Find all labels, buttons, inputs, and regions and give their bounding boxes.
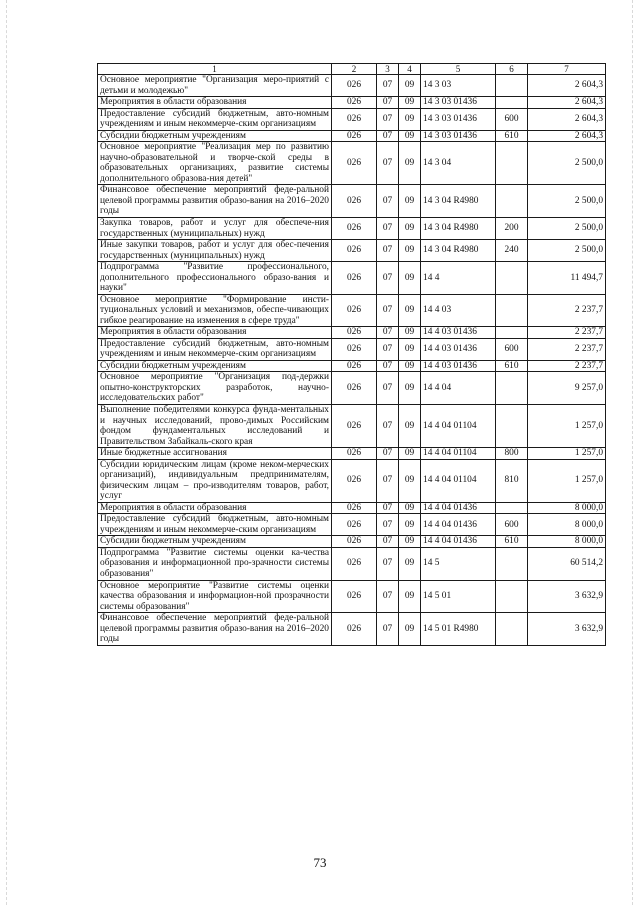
row-section-cell: 07	[377, 142, 399, 185]
row-name-cell: Основное мероприятие "Организация под-держки опытно-конструкторских разработок, научно-исследовательских работ"	[98, 372, 332, 405]
row-amount-cell: 2 604,3	[528, 130, 606, 142]
row-subsection-cell: 09	[399, 372, 421, 405]
row-expense-type-cell	[496, 262, 528, 295]
row-section-cell: 07	[377, 613, 399, 646]
row-target-article-cell: 14 4 04 01104	[421, 459, 496, 502]
row-expense-type-cell: 800	[496, 448, 528, 460]
row-target-article-cell: 14 4 04 01436	[421, 502, 496, 514]
header-cell: 6	[496, 64, 528, 75]
table-row	[98, 97, 606, 109]
row-target-article-cell: 14 4 03 01436	[421, 327, 496, 339]
row-expense-type-cell: 600	[496, 338, 528, 360]
row-name-cell: Субсидии бюджетным учреждениям	[98, 360, 332, 372]
row-subsection-cell: 09	[399, 217, 421, 239]
row-name-cell: Иные закупки товаров, работ и услуг для обес-печения государственных (муниципальных) нужд	[98, 240, 332, 262]
row-amount-cell: 8 000,0	[528, 536, 606, 548]
right-page-edge	[632, 0, 634, 905]
row-subsection-cell: 09	[399, 262, 421, 295]
row-target-article-cell: 14 4 03 01436	[421, 338, 496, 360]
row-target-article-cell: 14 3 03 01436	[421, 130, 496, 142]
header-cell: 4	[399, 64, 421, 75]
table-row	[98, 217, 606, 239]
row-section-cell: 07	[377, 372, 399, 405]
row-subsection-cell: 09	[399, 185, 421, 218]
table-row	[98, 459, 606, 502]
row-amount-cell: 2 237,7	[528, 338, 606, 360]
row-name-cell: Основное мероприятие "Формирование инсти-туциональных условий и механизмов, обеспе-чивающих гибкое реагирование на изменения в сфере труда"	[98, 294, 332, 327]
row-expense-type-cell: 610	[496, 536, 528, 548]
header-cell: 3	[377, 64, 399, 75]
row-name-cell: Субсидии юридическим лицам (кроме неком-мерческих организаций), индивидуальным предпринимателям, физическим лицам – про-изводителям товаров, работ, услуг	[98, 459, 332, 502]
row-amount-cell: 1 257,0	[528, 448, 606, 460]
table-row	[98, 338, 606, 360]
row-subsection-cell: 09	[399, 502, 421, 514]
row-amount-cell: 11 494,7	[528, 262, 606, 295]
row-grbs-cell: 026	[332, 338, 377, 360]
table-row	[98, 360, 606, 372]
header-cell: 5	[421, 64, 496, 75]
row-amount-cell: 2 500,0	[528, 240, 606, 262]
row-grbs-cell: 026	[332, 108, 377, 130]
row-target-article-cell: 14 5 01	[421, 580, 496, 613]
row-name-cell: Финансовое обеспечение мероприятий феде-ральной целевой программы развития образо-вания на 2016–2020 годы	[98, 613, 332, 646]
row-section-cell: 07	[377, 75, 399, 97]
row-name-cell: Мероприятия в области образования	[98, 97, 332, 109]
row-amount-cell: 2 500,0	[528, 185, 606, 218]
row-target-article-cell: 14 4 04 01104	[421, 448, 496, 460]
row-subsection-cell: 09	[399, 514, 421, 536]
row-amount-cell: 2 500,0	[528, 142, 606, 185]
row-amount-cell: 2 237,7	[528, 360, 606, 372]
row-expense-type-cell	[496, 372, 528, 405]
row-section-cell: 07	[377, 262, 399, 295]
row-subsection-cell: 09	[399, 75, 421, 97]
row-subsection-cell: 09	[399, 360, 421, 372]
table-row	[98, 240, 606, 262]
row-name-cell: Мероприятия в области образования	[98, 327, 332, 339]
header-cell: 1	[98, 64, 332, 75]
row-subsection-cell: 09	[399, 338, 421, 360]
row-name-cell: Основное мероприятие "Развитие системы оценки качества образования и информацион-ной прозрачности системы образования"	[98, 580, 332, 613]
row-grbs-cell: 026	[332, 580, 377, 613]
row-section-cell: 07	[377, 240, 399, 262]
row-amount-cell: 2 500,0	[528, 217, 606, 239]
row-subsection-cell: 09	[399, 459, 421, 502]
row-grbs-cell: 026	[332, 613, 377, 646]
row-grbs-cell: 026	[332, 514, 377, 536]
row-expense-type-cell	[496, 185, 528, 218]
row-target-article-cell: 14 3 04 R4980	[421, 240, 496, 262]
row-expense-type-cell: 610	[496, 360, 528, 372]
left-page-edge	[6, 0, 8, 905]
table-row	[98, 108, 606, 130]
row-name-cell: Подпрограмма "Развитие профессионального, дополнительного профессионального образо-вания и науки"	[98, 262, 332, 295]
row-expense-type-cell: 600	[496, 108, 528, 130]
table-row	[98, 130, 606, 142]
table-row	[98, 502, 606, 514]
row-name-cell: Закупка товаров, работ и услуг для обеспече-ния государственных (муниципальных) нужд	[98, 217, 332, 239]
row-name-cell: Субсидии бюджетным учреждениям	[98, 536, 332, 548]
row-name-cell: Основное мероприятие "Реализация мер по развитию научно-образовательной и творче-ской среды в образовательных организациях, развитие системы дополнительного образова-ния детей"	[98, 142, 332, 185]
row-amount-cell: 2 604,3	[528, 75, 606, 97]
table-row	[98, 185, 606, 218]
row-grbs-cell: 026	[332, 327, 377, 339]
table-row	[98, 75, 606, 97]
row-name-cell: Предоставление субсидий бюджетным, авто-номным учреждениям и иным некоммерче-ским организациям	[98, 108, 332, 130]
table-row	[98, 405, 606, 448]
row-section-cell: 07	[377, 448, 399, 460]
row-subsection-cell: 09	[399, 448, 421, 460]
row-name-cell: Финансовое обеспечение мероприятий феде-ральной целевой программы развития образо-вания на 2016–2020 годы	[98, 185, 332, 218]
row-section-cell: 07	[377, 514, 399, 536]
row-subsection-cell: 09	[399, 130, 421, 142]
row-grbs-cell: 026	[332, 448, 377, 460]
row-section-cell: 07	[377, 294, 399, 327]
row-amount-cell: 60 514,2	[528, 547, 606, 580]
row-grbs-cell: 026	[332, 97, 377, 109]
table-row	[98, 294, 606, 327]
row-name-cell: Предоставление субсидий бюджетным, авто-номным учреждениям и иным некоммерче-ским организациям	[98, 338, 332, 360]
row-subsection-cell: 09	[399, 405, 421, 448]
row-subsection-cell: 09	[399, 294, 421, 327]
row-target-article-cell: 14 5	[421, 547, 496, 580]
row-section-cell: 07	[377, 459, 399, 502]
row-section-cell: 07	[377, 547, 399, 580]
row-grbs-cell: 026	[332, 547, 377, 580]
row-expense-type-cell	[496, 327, 528, 339]
row-target-article-cell: 14 4 04 01436	[421, 514, 496, 536]
row-grbs-cell: 026	[332, 360, 377, 372]
row-name-cell: Субсидии бюджетным учреждениям	[98, 130, 332, 142]
row-target-article-cell: 14 3 03 01436	[421, 97, 496, 109]
row-target-article-cell: 14 3 04 R4980	[421, 217, 496, 239]
row-amount-cell: 1 257,0	[528, 459, 606, 502]
row-amount-cell: 2 237,7	[528, 294, 606, 327]
table-row	[98, 327, 606, 339]
row-grbs-cell: 026	[332, 217, 377, 239]
table-row	[98, 514, 606, 536]
header-cell: 7	[528, 64, 606, 75]
row-grbs-cell: 026	[332, 459, 377, 502]
row-subsection-cell: 09	[399, 580, 421, 613]
row-section-cell: 07	[377, 338, 399, 360]
row-target-article-cell: 14 4 03	[421, 294, 496, 327]
row-section-cell: 07	[377, 405, 399, 448]
row-target-article-cell: 14 4 03 01436	[421, 360, 496, 372]
row-grbs-cell: 026	[332, 372, 377, 405]
table-row	[98, 613, 606, 646]
row-target-article-cell: 14 3 03	[421, 75, 496, 97]
table-row	[98, 448, 606, 460]
row-amount-cell: 3 632,9	[528, 580, 606, 613]
row-amount-cell: 9 257,0	[528, 372, 606, 405]
row-grbs-cell: 026	[332, 130, 377, 142]
row-section-cell: 07	[377, 108, 399, 130]
row-grbs-cell: 026	[332, 536, 377, 548]
table-row	[98, 580, 606, 613]
row-expense-type-cell: 610	[496, 130, 528, 142]
row-section-cell: 07	[377, 327, 399, 339]
row-target-article-cell: 14 4 04	[421, 372, 496, 405]
row-subsection-cell: 09	[399, 536, 421, 548]
table-row	[98, 142, 606, 185]
row-name-cell: Иные бюджетные ассигнования	[98, 448, 332, 460]
table-row	[98, 547, 606, 580]
row-target-article-cell: 14 3 04 R4980	[421, 185, 496, 218]
row-expense-type-cell	[496, 75, 528, 97]
header-cell: 2	[332, 64, 377, 75]
row-expense-type-cell: 200	[496, 217, 528, 239]
row-section-cell: 07	[377, 185, 399, 218]
row-amount-cell: 2 604,3	[528, 108, 606, 130]
row-name-cell: Основное мероприятие "Организация меро-приятий с детьми и молодежью"	[98, 75, 332, 97]
row-expense-type-cell: 240	[496, 240, 528, 262]
row-expense-type-cell	[496, 142, 528, 185]
row-grbs-cell: 026	[332, 262, 377, 295]
row-target-article-cell: 14 5 01 R4980	[421, 613, 496, 646]
row-section-cell: 07	[377, 580, 399, 613]
row-section-cell: 07	[377, 536, 399, 548]
row-name-cell: Предоставление субсидий бюджетным, авто-номным учреждениям и иным некоммерче-ским организациям	[98, 514, 332, 536]
row-subsection-cell: 09	[399, 240, 421, 262]
row-section-cell: 07	[377, 360, 399, 372]
row-expense-type-cell	[496, 613, 528, 646]
row-amount-cell: 2 604,3	[528, 97, 606, 109]
row-amount-cell: 1 257,0	[528, 405, 606, 448]
row-grbs-cell: 026	[332, 75, 377, 97]
row-expense-type-cell	[496, 294, 528, 327]
row-section-cell: 07	[377, 502, 399, 514]
row-subsection-cell: 09	[399, 613, 421, 646]
row-subsection-cell: 09	[399, 142, 421, 185]
row-name-cell: Мероприятия в области образования	[98, 502, 332, 514]
header-row	[98, 64, 606, 75]
row-subsection-cell: 09	[399, 108, 421, 130]
row-grbs-cell: 026	[332, 502, 377, 514]
table-row	[98, 262, 606, 295]
row-expense-type-cell	[496, 580, 528, 613]
table-row	[98, 536, 606, 548]
row-grbs-cell: 026	[332, 294, 377, 327]
row-expense-type-cell	[496, 502, 528, 514]
row-expense-type-cell	[496, 547, 528, 580]
page-number: 73	[313, 855, 327, 870]
row-subsection-cell: 09	[399, 97, 421, 109]
row-name-cell: Выполнение победителями конкурса фунда-ментальных и научных исследований, прово-димых Российским фондом фундаментальных исследований и Правительством Забайкаль-ского края	[98, 405, 332, 448]
row-expense-type-cell: 810	[496, 459, 528, 502]
row-expense-type-cell	[496, 97, 528, 109]
row-section-cell: 07	[377, 130, 399, 142]
row-grbs-cell: 026	[332, 142, 377, 185]
row-amount-cell: 8 000,0	[528, 514, 606, 536]
row-amount-cell: 3 632,9	[528, 613, 606, 646]
row-grbs-cell: 026	[332, 405, 377, 448]
row-section-cell: 07	[377, 97, 399, 109]
row-target-article-cell: 14 3 04	[421, 142, 496, 185]
row-expense-type-cell	[496, 405, 528, 448]
row-subsection-cell: 09	[399, 327, 421, 339]
row-name-cell: Подпрограмма "Развитие системы оценки ка-чества образования и информационной про-зрачности системы образования"	[98, 547, 332, 580]
row-grbs-cell: 026	[332, 185, 377, 218]
table-row	[98, 372, 606, 405]
row-section-cell: 07	[377, 217, 399, 239]
row-grbs-cell: 026	[332, 240, 377, 262]
budget-table	[97, 63, 606, 646]
row-target-article-cell: 14 4	[421, 262, 496, 295]
row-amount-cell: 8 000,0	[528, 502, 606, 514]
row-target-article-cell: 14 4 04 01104	[421, 405, 496, 448]
row-target-article-cell: 14 3 03 01436	[421, 108, 496, 130]
row-expense-type-cell: 600	[496, 514, 528, 536]
row-subsection-cell: 09	[399, 547, 421, 580]
row-amount-cell: 2 237,7	[528, 327, 606, 339]
row-target-article-cell: 14 4 04 01436	[421, 536, 496, 548]
